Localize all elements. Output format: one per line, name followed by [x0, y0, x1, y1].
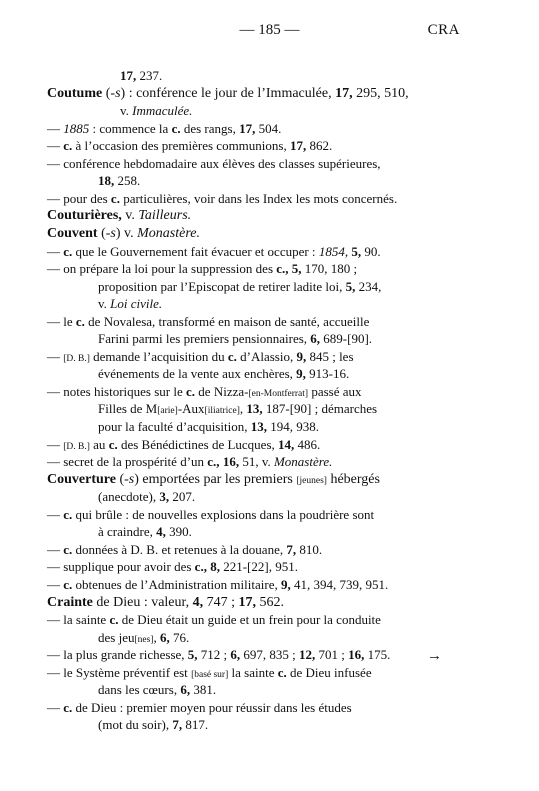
line-segment: 17, [238, 594, 257, 610]
line-segment: c. [186, 383, 196, 399]
line-segment: 170, 180 ; [301, 261, 358, 277]
line-segment: — [47, 138, 64, 154]
line-segment: au [89, 436, 109, 452]
line-segment: 17, [335, 85, 353, 101]
index-line [98, 296, 162, 312]
index-line [47, 612, 381, 628]
line-segment: [arie] [157, 406, 178, 417]
line-segment: 12, [299, 647, 316, 663]
line-segment: à craindre, [98, 524, 157, 540]
line-segment: — [47, 699, 64, 715]
line-segment: — [47, 243, 64, 259]
line-segment: ( [102, 85, 111, 101]
line-segment: Monastère. [137, 225, 200, 241]
line-segment: proposition par l’Episcopat de retirer ladite loi, [98, 278, 346, 294]
line-segment: 194, 938. [266, 419, 319, 434]
line-segment: : commence la [89, 120, 172, 136]
line-segment: de Dieu infusée [286, 664, 372, 680]
line-segment: de Dieu était un guide et un frein pour la conduite [118, 612, 381, 628]
index-line [98, 331, 372, 347]
index-line [47, 314, 369, 330]
line-segment: Couturières, [47, 208, 122, 224]
line-segment: 207. [169, 489, 196, 505]
line-segment: v. [98, 296, 111, 312]
index-line [47, 244, 381, 260]
line-segment: 6, [310, 331, 321, 347]
line-segment: 221-[22], 951. [219, 559, 298, 575]
line-segment: 16, [348, 647, 365, 663]
index-line [98, 419, 319, 435]
index-line [47, 261, 357, 277]
index-line [98, 524, 192, 540]
line-segment: Crainte [47, 594, 93, 610]
line-segment: c. [63, 138, 73, 154]
index-line [120, 68, 162, 84]
line-segment: Couvent [47, 225, 98, 241]
line-segment: des Bénédictines de Lucques, [117, 436, 279, 452]
line-segment: ( [115, 471, 125, 487]
index-line [47, 384, 362, 402]
line-segment: ) : conférence le jour de l’Immaculée, [120, 85, 336, 101]
line-segment: 3, [159, 489, 170, 505]
line-segment: 13, [250, 419, 267, 434]
index-line [47, 156, 381, 172]
line-segment: 17, [239, 120, 256, 136]
line-segment: 689-[90]. [320, 331, 373, 347]
line-segment: ( [97, 225, 106, 241]
line-segment: qui brûle : de nouvelles explosions dans la poudrière sont [72, 506, 375, 522]
line-segment: Farini parmi les premiers pensionnaires, [98, 331, 311, 347]
line-segment: dans les cœurs, [98, 682, 181, 698]
index-line [47, 507, 374, 523]
line-segment: 51, v. [239, 454, 274, 470]
line-segment: 5, [291, 261, 302, 277]
line-segment: , [153, 629, 160, 645]
index-entry-heading [47, 595, 284, 611]
index-line [47, 577, 388, 593]
line-segment: 175. [364, 647, 391, 663]
index-entry-heading [47, 86, 409, 102]
line-segment: — notes historiques sur le [47, 383, 187, 399]
line-segment: — [47, 541, 64, 557]
line-segment: 845 ; les [306, 348, 354, 364]
line-segment: pour la faculté d’acquisition, [98, 419, 251, 434]
line-segment: événements de la vente aux enchères, [98, 366, 297, 382]
line-segment: Coutume [47, 85, 103, 101]
page-header [0, 22, 539, 42]
line-segment: c. [171, 120, 181, 136]
line-segment: de Dieu : valeur, [92, 594, 193, 610]
line-segment: c. [110, 190, 120, 206]
line-segment: [nes] [134, 634, 154, 645]
line-segment: 90. [361, 243, 381, 259]
line-segment: 810. [296, 541, 323, 557]
line-segment: c. [277, 664, 287, 680]
line-segment: 14, [278, 436, 295, 452]
line-segment: 8, [210, 559, 220, 575]
line-segment: c., [194, 559, 207, 575]
continue-arrow-icon: → [427, 648, 442, 664]
line-segment: Immaculée. [132, 103, 193, 119]
line-segment: 16, [222, 454, 240, 470]
line-segment: — [47, 506, 64, 522]
line-segment: d’Alassio, [236, 348, 297, 364]
line-segment: (anecdote), [98, 489, 160, 505]
line-segment: 504. [255, 120, 282, 136]
line-segment: 862. [306, 138, 333, 154]
line-segment: — conférence hebdomadaire aux élèves des classes supérieures, [47, 155, 381, 171]
line-segment: 4, [192, 594, 204, 610]
line-segment: -s [105, 225, 116, 241]
index-line [98, 717, 208, 733]
line-segment: 7, [286, 541, 297, 557]
line-segment: de Dieu : premier moyen pour réussir dans les études [72, 699, 352, 715]
line-segment: obtenues de l’Administration militaire, [72, 576, 281, 592]
index-line [98, 366, 349, 382]
line-segment: c. [63, 243, 73, 259]
line-segment: — le [47, 313, 76, 329]
line-segment: hébergés [326, 471, 380, 487]
line-segment: — la sainte [47, 612, 110, 628]
line-segment: ) emportées par les premiers [134, 471, 297, 487]
line-segment: 17, [120, 68, 137, 83]
index-line [120, 103, 192, 119]
line-segment: — supplique pour avoir des [47, 559, 195, 575]
line-segment: de Novalesa, transformé en maison de santé, accueille [84, 313, 370, 329]
line-segment: [jeunes] [296, 475, 327, 486]
line-segment: c. [63, 699, 73, 715]
line-segment: 562. [256, 594, 285, 610]
line-segment: ) v. [115, 225, 138, 241]
index-line [47, 454, 332, 470]
line-segment: de Nizza- [195, 383, 249, 399]
line-segment: — [47, 576, 64, 592]
running-head: CRA [427, 22, 460, 38]
line-segment: 701 ; [315, 647, 349, 663]
index-line [47, 138, 332, 154]
line-segment: , [239, 401, 247, 417]
line-segment: la sainte [228, 664, 278, 680]
line-segment: [iliatrice] [204, 406, 240, 417]
line-segment: [D. B.] [63, 441, 90, 452]
index-line [47, 349, 354, 367]
line-segment: 9, [280, 576, 291, 592]
line-segment: c. [63, 541, 73, 557]
line-segment: — [47, 348, 64, 364]
index-entry-heading [47, 472, 380, 489]
index-line [98, 173, 140, 189]
line-segment: — on prépare la loi pour la suppression des [47, 261, 277, 277]
line-segment: 817. [182, 717, 209, 733]
index-line [47, 121, 281, 137]
line-segment: Couverture [47, 471, 116, 487]
line-segment: 390. [165, 524, 192, 540]
line-segment: c., [276, 261, 289, 277]
line-segment: c. [227, 348, 237, 364]
line-segment: 258. [114, 173, 141, 189]
line-segment: 9, [296, 366, 306, 382]
line-segment: v. [120, 103, 133, 119]
line-segment: 9, [296, 348, 307, 364]
line-segment: 1854, [318, 243, 349, 259]
line-segment: 76. [169, 629, 190, 645]
line-segment: 295, 510, [352, 85, 409, 101]
line-segment: [D. B.] [63, 353, 90, 364]
line-segment: -s [110, 85, 121, 101]
line-segment: 6, [180, 682, 191, 698]
line-segment: Monastère. [273, 454, 333, 470]
line-segment: 13, [246, 401, 263, 417]
line-segment: données à D. B. et retenues à la douane, [72, 541, 287, 557]
line-segment: 237. [136, 68, 163, 83]
line-segment: 697, 835 ; [240, 647, 300, 663]
line-segment: 4, [156, 524, 166, 540]
index-line [98, 682, 216, 698]
line-segment: des rangs, [180, 120, 240, 136]
line-segment: que le Gouvernement fait évacuer et occuper : [72, 243, 319, 259]
index-line [47, 559, 298, 575]
line-segment: — la plus grande richesse, [47, 647, 188, 663]
line-segment: 234, [355, 278, 382, 294]
line-segment: 712 ; [197, 647, 231, 663]
line-segment: 1885 [63, 120, 90, 136]
index-entry-heading [47, 208, 191, 224]
index-line [47, 191, 397, 207]
line-segment: 7, [172, 717, 183, 733]
line-segment: particulières, voir dans les Index les mots concernés. [119, 190, 398, 206]
line-segment: à l’occasion des premières communions, [72, 138, 290, 154]
line-segment: 41, 394, 739, 951. [290, 576, 389, 592]
index-line [98, 489, 195, 505]
line-segment: 381. [190, 682, 217, 698]
line-segment: — [47, 436, 64, 452]
page-number: — 185 — [239, 22, 300, 38]
line-segment: 187-[90] ; démarches [262, 401, 378, 417]
index-line [47, 647, 390, 663]
line-segment: c. [63, 576, 73, 592]
line-segment: [en-Montferrat] [248, 388, 309, 399]
line-segment: — secret de la prospérité d’un [47, 454, 208, 470]
index-line [98, 279, 381, 295]
line-segment: c. [63, 506, 73, 522]
index-line [98, 630, 189, 648]
line-segment: c. [109, 612, 119, 628]
line-segment: (mot du soir), [98, 717, 173, 733]
line-segment: 486. [294, 436, 321, 452]
line-segment: Filles de M [98, 401, 158, 417]
line-segment: 5, [345, 278, 356, 294]
line-segment: — pour des [47, 190, 111, 206]
index-line [47, 700, 352, 716]
line-segment: 747 ; [203, 594, 239, 610]
index-line [47, 665, 372, 683]
line-segment: 17, [289, 138, 307, 154]
line-segment: 6, [230, 647, 241, 663]
line-segment: 5, [351, 243, 362, 259]
line-segment: 5, [187, 647, 198, 663]
line-segment: des jeu [98, 629, 135, 645]
line-segment: 18, [98, 173, 115, 189]
line-segment: Loi civile. [110, 296, 163, 312]
line-segment: c., [207, 454, 220, 470]
index-entry-heading [47, 226, 200, 242]
line-segment: -s [124, 471, 135, 487]
line-segment: Tailleurs. [138, 208, 192, 224]
line-segment: c. [108, 436, 118, 452]
line-segment: [basé sur] [191, 669, 229, 680]
line-segment: 6, [159, 629, 170, 645]
line-segment: -Aux [177, 401, 205, 417]
line-segment: 913-16. [305, 366, 350, 382]
line-segment: — le Système préventif est [47, 664, 192, 680]
line-segment: passé aux [308, 383, 362, 399]
line-segment: demande l’acquisition du [89, 348, 228, 364]
line-segment: — [47, 120, 64, 136]
index-line [47, 542, 322, 558]
line-segment: v. [121, 208, 139, 224]
index-line [98, 401, 377, 419]
line-segment: c. [75, 313, 85, 329]
index-line [47, 437, 320, 455]
